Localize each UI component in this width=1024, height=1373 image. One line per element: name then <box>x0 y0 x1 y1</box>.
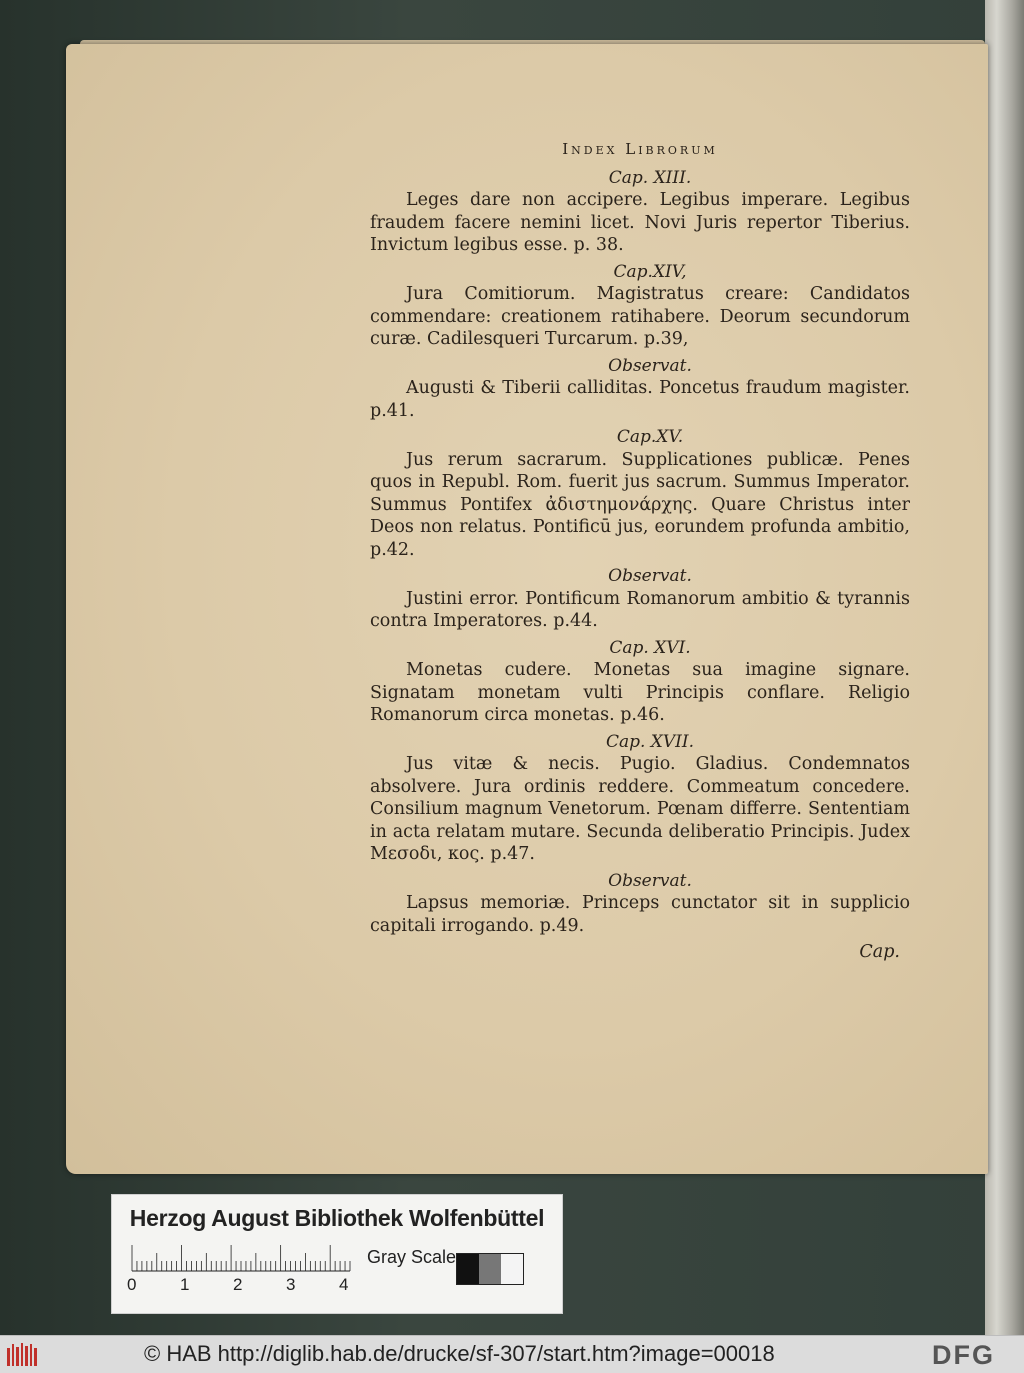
section-heading: Observat. <box>608 355 692 376</box>
ruler-scale <box>130 1243 352 1273</box>
library-title: Herzog August Bibliothek Wolfenbüttel <box>129 1205 545 1231</box>
section-text: Justini error. Pontificum Romanorum ambitio & tyrannis contra Imperatores. p.44. <box>370 588 910 631</box>
ruler-number: 4 <box>339 1275 349 1294</box>
section-heading: Observat. <box>608 566 692 586</box>
section-heading: Cap.XV. <box>616 427 684 447</box>
section-text: Lapsus memoriæ. Princeps cunctator sit in supplicio capitali irrogando. p.49. <box>370 893 910 936</box>
gray-patch-black <box>457 1254 479 1284</box>
section-text: Monetas cudere. Monetas sua imagine signare. Signatam monetam vulti Principis conflare. Religio Romanorum circa monetas. p.46. <box>370 660 910 725</box>
section-heading: Cap. XVII. <box>605 731 695 752</box>
gray-scale-label: Gray Scale <box>367 1247 457 1267</box>
ruler-number: 0 <box>127 1275 137 1294</box>
section-heading: Cap. XVI. <box>609 637 691 658</box>
section-text: Leges dare non accipere. Legibus imperare. Legibus fraudem facere nemini licet. Novi Juris repertor Tiberius. Invictum legibus esse. p. 38. <box>370 190 910 255</box>
running-head: Index Librorum <box>562 140 718 158</box>
gray-patch-white <box>501 1254 523 1284</box>
section-text: Jus rerum sacrarum. Supplicationes publicæ. Penes quos in Republ. Rom. fuerit jus sacrum. Summus Imperator. Summus Pontifex ἀδιστημονάρχης. Quare Christus inter Deos non relatus. Pontificū jus, eorundem profunda ambitio, p.42. <box>370 449 910 560</box>
section-text: Jura Comitiorum. Magistratus creare: Candidatos commendare: creationem ratihabere. Deorum secundorum curæ. Cadilesqueri Turcarum. p.39, <box>370 284 910 349</box>
book-spine-strip <box>985 0 1024 1335</box>
ruler-number: 1 <box>180 1275 190 1294</box>
footer-bar <box>0 1335 1024 1373</box>
section-heading: Cap.XIV, <box>613 261 687 282</box>
copyright-url: © HAB http://diglib.hab.de/drucke/sf-307/start.htm?image=00018 <box>144 1341 775 1366</box>
ruler-number: 3 <box>286 1275 296 1294</box>
gray-patch-mid <box>479 1254 501 1284</box>
section-text: Jus vitæ & necis. Pugio. Gladius. Condemnatos absolvere. Jura ordinis reddere. Commeatum concedere. Consilium magnum Venetorum. Pœnam differre. Sententiam in acta relatam mutare. Secunda deliberatio Principis. Judex Μεσοδι, κος. p.47. <box>370 754 910 864</box>
gray-scale-patches <box>456 1253 524 1285</box>
library-label-card <box>111 1194 563 1314</box>
dfg-logo: DFG <box>932 1340 995 1370</box>
index-sections <box>370 167 910 938</box>
ruler-numbers <box>124 1275 364 1297</box>
section-text: Augusti & Tiberii calliditas. Poncetus fraudum magister. p.41. <box>370 378 910 421</box>
section-heading: Cap. XIII. <box>608 167 692 188</box>
barcode-icon <box>6 1342 40 1368</box>
page-text <box>370 138 910 964</box>
ruler-number: 2 <box>233 1275 243 1294</box>
catchword: Cap. <box>859 942 900 962</box>
section-heading: Observat. <box>608 870 692 891</box>
